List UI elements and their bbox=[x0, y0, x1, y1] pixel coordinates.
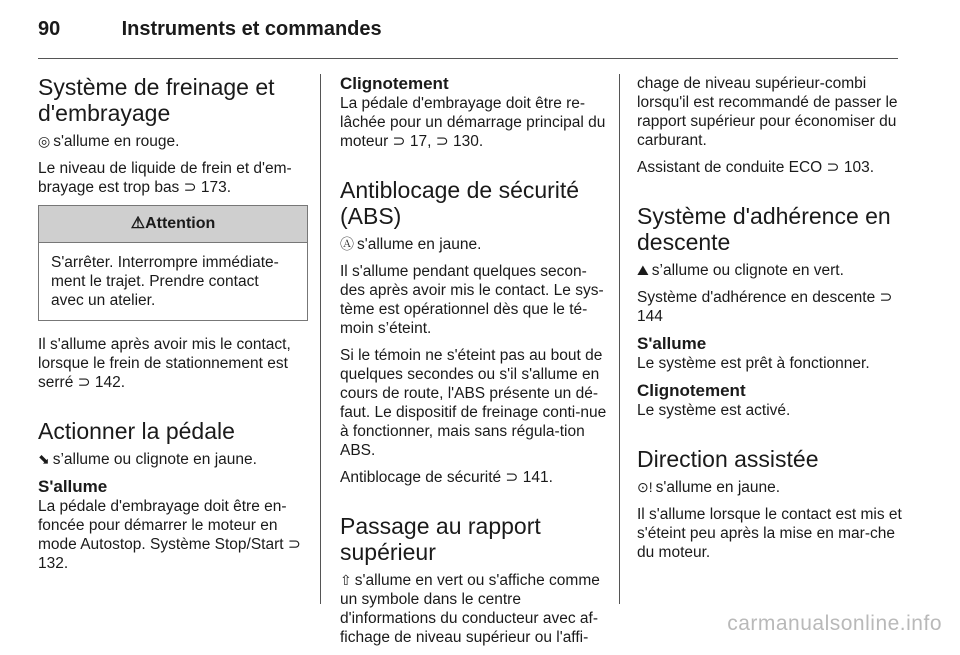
page-header bbox=[38, 18, 382, 41]
heading-hill-descent: Système d'adhérence en descente bbox=[637, 203, 891, 255]
column-3 bbox=[637, 74, 902, 570]
paragraph: Il s'allume pendant quelques secon-des après avoir mis le contact. Le sys-tème est opérationnel dès que le té-moin s’éteint. bbox=[340, 263, 604, 337]
heading-power-steering: Direction assistée bbox=[637, 446, 819, 472]
column-divider bbox=[320, 74, 321, 604]
paragraph: Ⓐ s'allume en jaune. bbox=[340, 236, 482, 253]
attention-box bbox=[38, 205, 308, 321]
paragraph: Il s'allume après avoir mis le contact, lorsque le frein de stationnement est serré ⊃ 142. bbox=[38, 336, 291, 391]
paragraph: ⊙! s'allume en jaune. bbox=[637, 479, 781, 496]
paragraph: Le niveau de liquide de frein et d'em-brayage est trop bas ⊃ 173. bbox=[38, 160, 292, 196]
paragraph: La pédale d'embrayage doit être en-foncée pour démarrer le moteur en mode Autostop. Système Stop/Start ⊃ 132. bbox=[38, 498, 301, 572]
heading-abs: Antiblocage de sécurité (ABS) bbox=[340, 177, 580, 229]
heading-pedal: Actionner la pédale bbox=[38, 418, 235, 444]
heading-brake-system: Système de freinage et d'embrayage bbox=[38, 74, 275, 126]
hill-descent-icon: ⛰ bbox=[637, 262, 649, 278]
paragraph: chage de niveau supérieur-combi lorsqu'il est recommandé de passer le rapport supérieur pour économiser du carburant. bbox=[637, 75, 898, 149]
paragraph: Assistant de conduite ECO ⊃ 103. bbox=[637, 159, 875, 176]
attention-title: ⚠Attention bbox=[39, 206, 307, 243]
paragraph: Si le témoin ne s'éteint pas au bout de quelques secondes ou s'il s'allume en cours de route, l'ABS présente un dé-faut. Le dispositif de freinage conti-nue à fonctionner, mais sans régula-tion ABS. bbox=[340, 347, 607, 459]
heading-upshift: Passage au rapport supérieur bbox=[340, 513, 541, 565]
subheading-clignotement: Clignotement bbox=[637, 381, 746, 400]
paragraph: La pédale d'embrayage doit être re-lâchée pour un démarrage principal du moteur ⊃ 17, ⊃ 130. bbox=[340, 95, 606, 150]
header-rule bbox=[38, 58, 898, 59]
paragraph: ⛰ s’allume ou clignote en vert. bbox=[637, 262, 844, 279]
paragraph: Le système est prêt à fonctionner. bbox=[637, 355, 870, 372]
paragraph: ⬊ s’allume ou clignote en jaune. bbox=[38, 451, 257, 468]
column-2 bbox=[340, 74, 608, 655]
page-title: Instruments et commandes bbox=[121, 18, 382, 40]
paragraph: Il s'allume lorsque le contact est mis et s'éteint peu après la mise en mar-che du moteur. bbox=[637, 506, 902, 561]
paragraph: Antiblocage de sécurité ⊃ 141. bbox=[340, 469, 553, 486]
paragraph: Le système est activé. bbox=[637, 402, 791, 419]
attention-text: S'arrêter. Interrompre immédiate-ment le trajet. Prendre contact avec un atelier. bbox=[51, 254, 279, 309]
paragraph: ◎ s'allume en rouge. bbox=[38, 133, 180, 150]
column-divider bbox=[619, 74, 620, 604]
subheading-sallume: S'allume bbox=[38, 477, 108, 496]
column-1 bbox=[38, 74, 308, 581]
abs-icon: Ⓐ bbox=[340, 236, 354, 252]
power-steering-icon: ⊙! bbox=[637, 479, 653, 495]
page-number: 90 bbox=[38, 18, 61, 40]
paragraph: Système d'adhérence en descente ⊃ 144 bbox=[637, 289, 893, 325]
pedal-icon: ⬊ bbox=[38, 451, 50, 467]
subheading-sallume: S'allume bbox=[637, 334, 707, 353]
warning-triangle-icon: ⚠ bbox=[130, 215, 146, 232]
paragraph: ⇧ s'allume en vert ou s'affiche comme un symbole dans le centre d'informations du conducteur avec af-fichage de niveau supérieur ou l'affi- bbox=[340, 572, 600, 646]
subheading-clignotement: Clignotement bbox=[340, 74, 449, 93]
upshift-icon: ⇧ bbox=[340, 572, 352, 588]
brake-warning-icon: ◎ bbox=[38, 133, 51, 149]
watermark: carmanualsonline.info bbox=[727, 612, 942, 635]
